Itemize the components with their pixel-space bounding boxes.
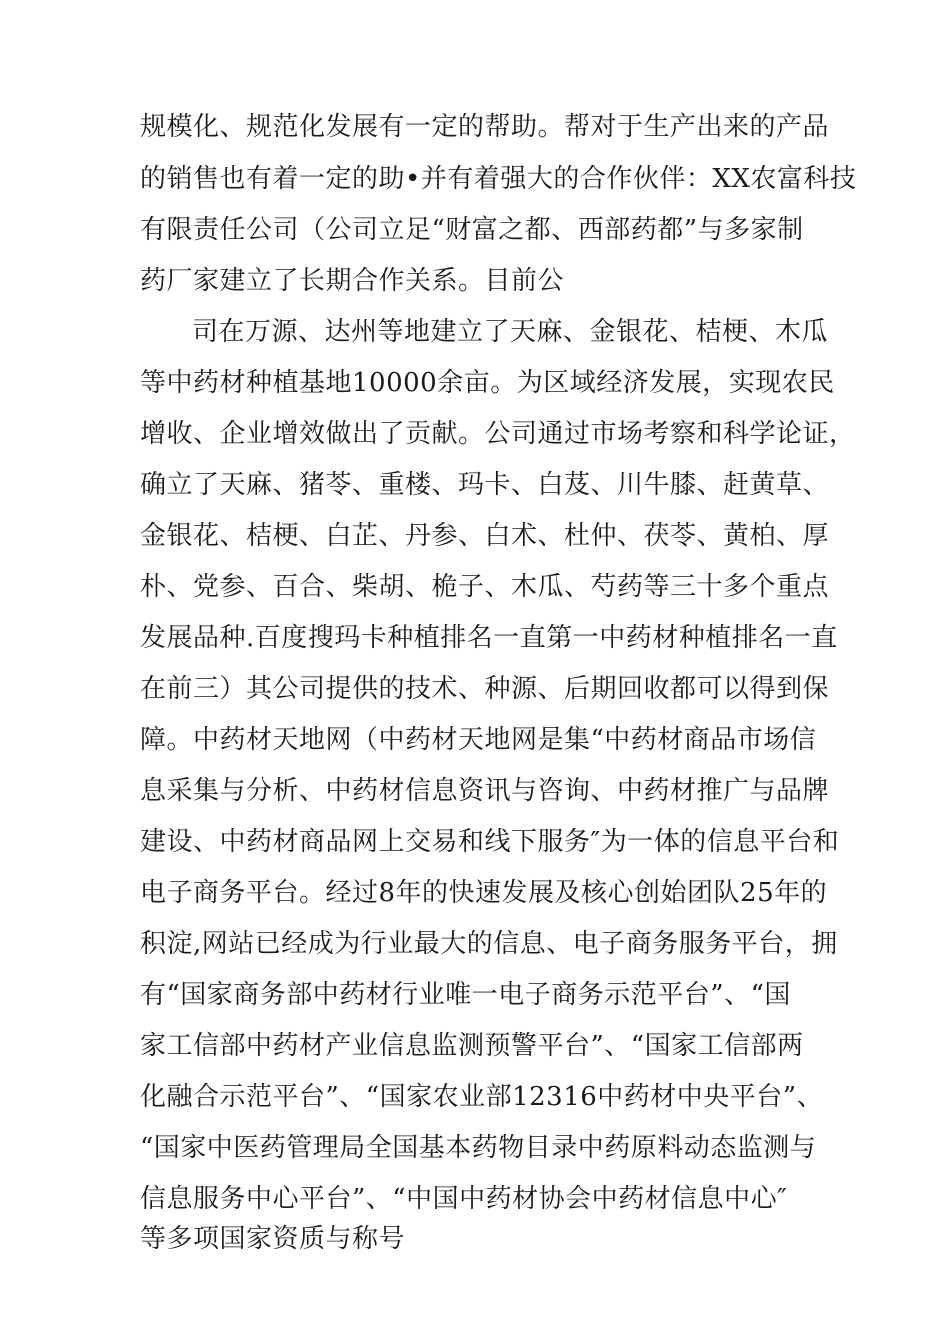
text-line: 发展品种.百度搜玛卡种植排名一直第一中药材种植排名一直 [140, 623, 838, 653]
text-line: 药厂家建立了长期合作关系。目前公 [140, 266, 565, 296]
text-line: 金银花、桔梗、白芷、丹参、白术、杜仲、茯苓、黄柏、厚 [140, 521, 830, 551]
text-line: 确立了天麻、猪苓、重楼、玛卡、白芨、川牛膝、赶黄草、 [140, 470, 830, 500]
text-line: 等中药材种植基地10000余亩。为区域经济发展，实现农民 [140, 368, 835, 398]
text-line: 化融合示范平台”、“国家农业部12316中药材中央平台”、 [140, 1082, 824, 1112]
text-line: 规模化、规范化发展有一定的帮助。帮对于生产出来的产品 [140, 112, 830, 142]
text-line: 等多项国家资质与称号 [140, 1224, 406, 1254]
text-line: 建设、中药材商品网上交易和线下服务″为一体的信息平台和 [140, 827, 840, 857]
paragraph-first-line: 司在万源、达州等地建立了天麻、金银花、桔梗、木瓜 [192, 317, 829, 347]
text-line: “国家中医药管理局全国基本药物目录中药原料动态监测与 [140, 1133, 817, 1163]
text-line: 电子商务平台。经过8年的快速发展及核心创始团队25年的 [140, 878, 828, 908]
text-line: 信息服务中心平台”、“中国中药材协会中药材信息中心″ [140, 1184, 788, 1214]
text-line: 的销售也有着一定的助•并有着强大的合作伙伴：XX农富科技 [140, 164, 857, 194]
text-line: 朴、党参、百合、柴胡、桅子、木瓜、芍药等三十多个重点 [140, 572, 830, 602]
text-line: 在前三）其公司提供的技术、种源、后期回收都可以得到保 [140, 674, 830, 704]
text-line: 增收、企业增效做出了贡献。公司通过市场考察和科学论证， [140, 419, 856, 449]
text-line: 有限责任公司（公司立足“财富之都、西部药都”与多家制 [140, 215, 804, 245]
text-line: 障。中药材天地网（中药材天地网是集“中药材商品市场信 [140, 725, 817, 755]
text-line: 息采集与分析、中药材信息资讯与咨询、中药材推广与品牌 [140, 776, 830, 806]
text-line: 积淀,网站已经成为行业最大的信息、电子商务服务平台，拥 [140, 929, 838, 959]
text-line: 有“国家商务部中药材行业唯一电子商务示范平台”、“国 [140, 980, 791, 1010]
text-line: 家工信部中药材产业信息监测预警平台”、“国家工信部两 [140, 1031, 804, 1061]
